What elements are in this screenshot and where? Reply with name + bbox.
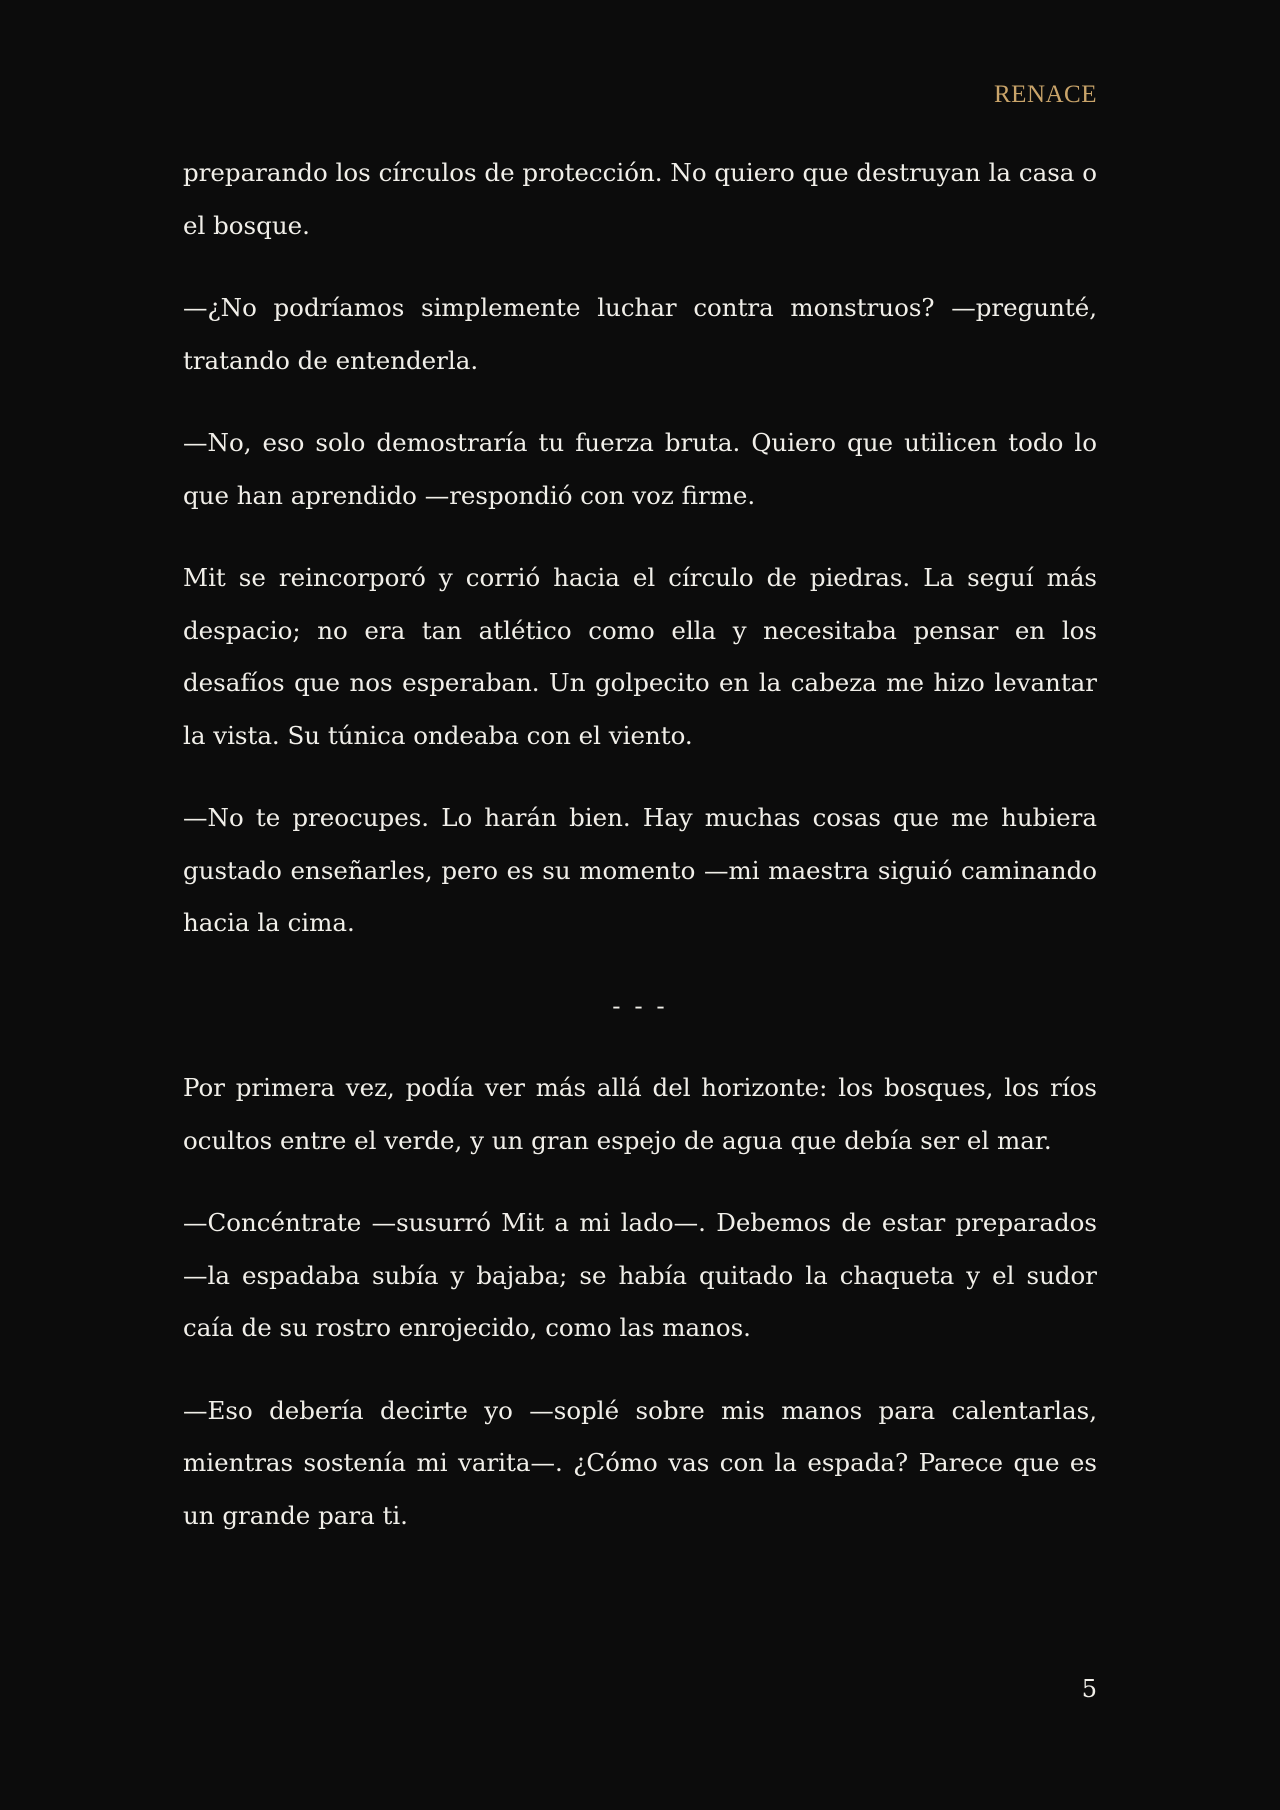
paragraph: Por primera vez, podía ver más allá del horizonte: los bosques, los ríos ocultos entre el verde, y un gran espejo de agua que debía ser el mar. (183, 1073, 1097, 1155)
scene-break: - - - (612, 990, 668, 1020)
page-number: 5 (1081, 1675, 1097, 1703)
paragraph: —¿No podríamos simplemente luchar contra monstruos? —pregunté, tratando de entenderla. (183, 293, 1097, 375)
paragraph: —Eso debería decirte yo —soplé sobre mis manos para calentarlas, mientras sostenía mi varita—. ¿Cómo vas con la espada? Parece que es un grande para ti. (183, 1395, 1097, 1530)
paragraph: —Concéntrate —susurró Mit a mi lado—. Debemos de estar preparados —la espadaba subía y bajaba; se había quitado la chaqueta y el sudor caía de su rostro enrojecido, como las manos. (183, 1208, 1097, 1342)
running-header-title: RENACE (994, 81, 1097, 108)
paragraph: —No te preocupes. Lo harán bien. Hay muchas cosas que me hubiera gustado enseñarles, pero es su momento —mi maestra siguió caminando hacia la cima. (183, 803, 1097, 937)
paragraph: Mit se reincorporó y corrió hacia el círculo de piedras. La seguí más despacio; no era tan atlético como ella y necesitaba pensar en los desafíos que nos esperaban. Un golpecito en la cabeza me hizo levantar la vista. Su túnica ondeaba con el viento. (183, 563, 1097, 750)
page-body (183, 147, 1097, 1572)
paragraph: preparando los círculos de protección. No quiero que destruyan la casa o el bosque. (183, 158, 1097, 240)
paragraph: —No, eso solo demostraría tu fuerza bruta. Quiero que utilicen todo lo que han aprendido —respondió con voz firme. (183, 428, 1097, 510)
book-page (183, 0, 1097, 1810)
